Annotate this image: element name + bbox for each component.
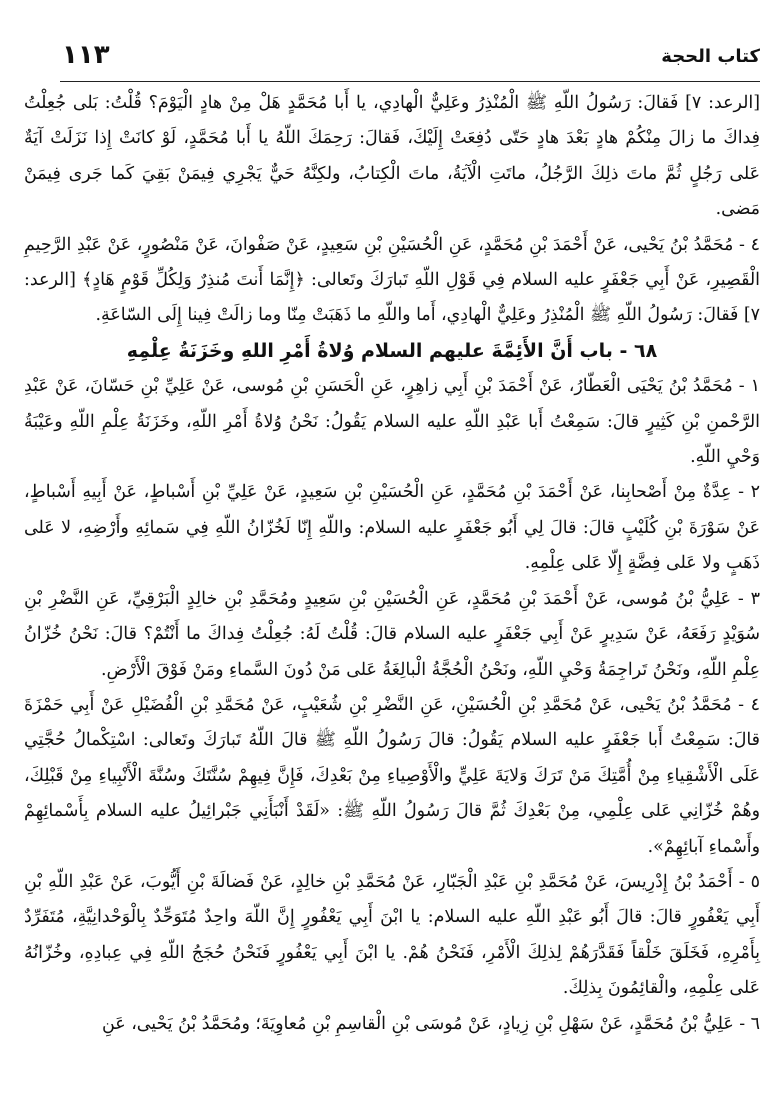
document-body <box>24 86 760 1042</box>
paragraph-continuation: [الرعد: ٧] فَقالَ: رَسُولُ اللّهِ ﷺ الْمُنْذِرُ وعَلِيٌّ الْهادِي، يا أَبا مُحَمَّدٍ هَلْ مِنْ هادٍ الْيَوْمَ؟ قُلْتُ: بَلى جُعِلْتُ فِداكَ ما زالَ مِنْكُمْ هادٍ بَعْدَ هادٍ حَتّى دُفِعَتْ إِلَيْكَ، فَقالَ: رَحِمَكَ اللّهُ يا أَبا مُحَمَّدٍ، لَوْ كانَتْ إِذا نَزَلَتْ آيَةٌ عَلى رَجُلٍ ثُمَّ ماتَ ذلِكَ الرَّجُلُ، ماتَتِ الْآيَةُ، ماتَ الْكِتابُ، ولكِنَّهُ حَيٌّ يَجْرِي فِيمَنْ بَقِيَ كَما جَرى فِيمَنْ مَضى. <box>24 93 761 220</box>
section-title: ٦٨ - باب أَنَّ الأَئِمَّةَ عليهم السلام وُلاةُ أَمْرِ اللهِ وخَزَنَةُ عِلْمِهِ <box>126 339 658 362</box>
hadith-5: ٥ - أَحْمَدُ بْنُ إِدْرِيسَ، عَنْ مُحَمَّدِ بْنِ عَبْدِ الْجَبّارِ، عَنْ مُحَمَّدِ بْنِ خالِدٍ، عَنْ فَضالَةَ بْنِ أَيُّوبَ، عَنْ عَبْدِ اللّهِ بْنِ أَبِي يَعْفُورٍ قالَ: قالَ أَبُو عَبْدِ اللّهِ عليه السلام: يا ابْنَ أَبِي يَعْفُورٍ إِنَّ اللّهَ واحِدٌ مُتَوَحِّدٌ بِالْوَحْدانِيَّةِ، مُتَفَرِّدٌ بِأَمْرِهِ، فَخَلَقَ خَلْقاً فَقَدَّرَهُمْ لِذلِكَ الْأَمْرِ، فَنَحْنُ هُمْ. يا ابْنَ أَبِي يَعْفُورٍ فَنَحْنُ حُجَجُ اللّهِ فِي عِبادِهِ، وخُزّانُهُ عَلى عِلْمِهِ، والْقائِمُونَ بِذلِكَ. <box>24 871 760 999</box>
hadith-3: ٣ - عَلِيُّ بْنُ مُوسى، عَنْ أَحْمَدَ بْنِ مُحَمَّدٍ، عَنِ الْحُسَيْنِ بْنِ سَعِيدٍ ومُحَمَّدِ بْنِ خالِدٍ الْبَرْقِيِّ، عَنِ النَّضْرِ بْنِ سُوَيْدٍ رَفَعَهُ، عَنْ سَدِيرٍ عَنْ أَبِي جَعْفَرٍ عليه السلام قالَ: قُلْتُ لَهُ: جُعِلْتُ فِداكَ ما أَنْتُمْ؟ قالَ: نَحْنُ خُزّانُ عِلْمِ اللّهِ، ونَحْنُ تَراجِمَةُ وَحْيِ اللّهِ، ونَحْنُ الْحُجَّةُ الْبالِغَةُ عَلى مَنْ دُونَ السَّماءِ ومَنْ فَوْقَ الْأَرْضِ. <box>24 588 760 680</box>
hadith-6: ٦ - عَلِيُّ بْنُ مُحَمَّدٍ، عَنْ سَهْلِ بْنِ زِيادٍ، عَنْ مُوسَى بْنِ الْقاسِمِ بْنِ مُعاوِيَةَ؛ ومُحَمَّدُ بْنُ يَحْيى، عَنِ <box>102 1013 760 1034</box>
book-title: كتاب الحجة <box>661 46 760 67</box>
page-header <box>62 40 760 76</box>
header-divider <box>60 81 760 82</box>
hadith-1: ١ - مُحَمَّدُ بْنُ يَحْيَى الْعَطّارُ، عَنْ أَحْمَدَ بْنِ أَبِي زاهِرٍ، عَنِ الْحَسَنِ بْنِ مُوسى، عَنْ عَلِيِّ بْنِ حَسّانَ، عَنْ عَبْدِ الرَّحْمنِ بْنِ كَثِيرٍ قالَ: سَمِعْتُ أَبا عَبْدِ اللّهِ عليه السلام يَقُولُ: نَحْنُ وُلاةُ أَمْرِ اللّهِ، وخَزَنَةُ عِلْمِ اللّهِ وعَيْبَةُ وَحْيِ اللّهِ. <box>24 376 760 468</box>
hadith-4-section: ٤ - مُحَمَّدُ بْنُ يَحْيى، عَنْ مُحَمَّدِ بْنِ الْحُسَيْنِ، عَنِ النَّضْرِ بْنِ شُعَيْبٍ، عَنْ مُحَمَّدِ بْنِ الْفُضَيْلِ عَنْ أَبِي حَمْزَةَ قالَ: سَمِعْتُ أَبا جَعْفَرٍ عليه السلام يَقُولُ: قالَ رَسُولُ اللّهِ ﷺ قالَ اللّهُ تَبارَكَ وتَعالى: اسْتِكْمالُ حُجَّتِي عَلَى الْأَشْقِياءِ مِنْ أُمَّتِكَ مَنْ تَرَكَ وَلايَةَ عَلِيٍّ والْأَوْصِياءِ مِنْ بَعْدِكَ، فَإِنَّ فِيهِمْ سُنَّتَكَ وسُنَّةَ الْأَنْبِياءِ مِنْ قَبْلِكَ، وهُمْ خُزّانِي عَلى عِلْمِي، مِنْ بَعْدِكَ ثُمَّ قالَ رَسُولُ اللّهِ ﷺ: «لَقَدْ أَنْبَأَنِي جَبْرائِيلُ عليه السلام بِأَسْمائِهِمْ وأَسْماءِ آبائِهِمْ». <box>24 694 760 857</box>
hadith-4: ٤ - مُحَمَّدُ بْنُ يَحْيى، عَنْ أَحْمَدَ بْنِ مُحَمَّدٍ، عَنِ الْحُسَيْنِ بْنِ سَعِيدٍ، عَنْ صَفْوانَ، عَنْ مَنْصُورٍ، عَنْ عَبْدِ الرَّحِيمِ الْقَصِيرِ، عَنْ أَبِي جَعْفَرٍ عليه السلام فِي قَوْلِ اللّهِ تَبارَكَ وتَعالى: ﴿إِنَّمَا أَنتَ مُنذِرٌ وَلِكُلِّ قَوْمٍ هَادٍ﴾ [الرعد: ٧] فَقالَ: رَسُولُ اللّهِ ﷺ الْمُنْذِرُ وعَلِيٌّ الْهادِي، أَما واللّهِ ما ذَهَبَتْ مِنّا وما زالَتْ فِينا إِلَى السّاعَةِ. <box>24 234 760 326</box>
hadith-2: ٢ - عِدَّةٌ مِنْ أَصْحابِنا، عَنْ أَحْمَدَ بْنِ مُحَمَّدٍ، عَنِ الْحُسَيْنِ بْنِ سَعِيدٍ، عَنْ عَلِيِّ بْنِ أَسْباطٍ، عَنْ أَبِيهِ أَسْباطٍ، عَنْ سَوْرَةَ بْنِ كُلَيْبٍ قالَ: قالَ لِي أَبُو جَعْفَرٍ عليه السلام: واللّهِ إِنّا لَخُزّانُ اللّهِ فِي سَمائِهِ وأَرْضِهِ، لا عَلى ذَهَبٍ ولا عَلى فِضَّةٍ إِلّا عَلى عِلْمِهِ. <box>24 482 760 574</box>
page-number: ١١٣ <box>62 40 110 70</box>
